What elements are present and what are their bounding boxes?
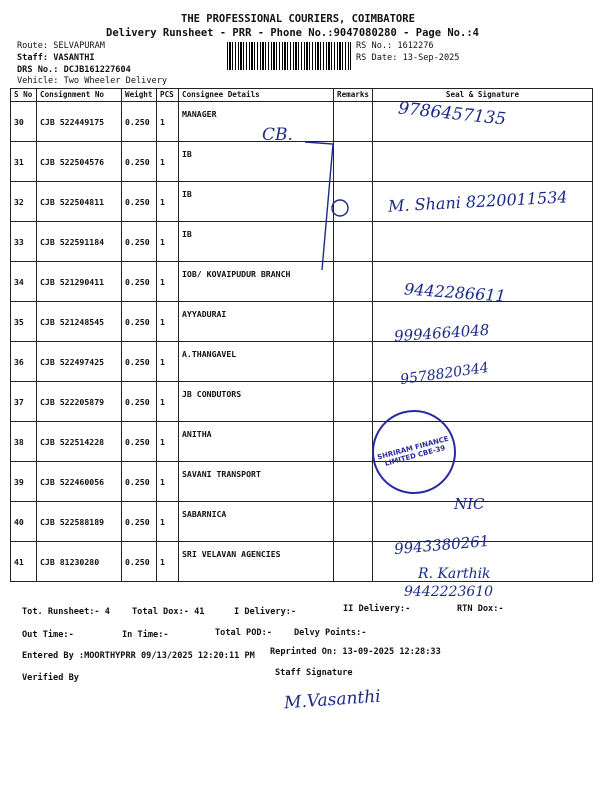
entered-by: Entered By :MOORTHYPRR 09/13/2025 12:20:11 PM: [22, 651, 255, 661]
rs-date: RS Date: 13-Sep-2025: [356, 53, 460, 63]
barcode: [227, 42, 351, 70]
cell-sno: 32: [11, 182, 37, 222]
cell-sno: 36: [11, 342, 37, 382]
cell-wt: 0.250: [122, 302, 157, 342]
bracket-line: [300, 140, 360, 280]
col-consignment: Consignment No: [37, 89, 122, 102]
cell-remarks: [334, 502, 373, 542]
cell-wt: 0.250: [122, 342, 157, 382]
cell-remarks: [334, 342, 373, 382]
cell-cn: CJB 522449175: [37, 102, 122, 142]
cell-pcs: 1: [157, 222, 179, 262]
table-header: [11, 89, 593, 102]
cell-sno: 30: [11, 102, 37, 142]
cell-pcs: 1: [157, 182, 179, 222]
company-title: THE PROFESSIONAL COURIERS, COIMBATORE: [181, 13, 415, 25]
cell-wt: 0.250: [122, 222, 157, 262]
table-row: [11, 502, 593, 542]
cell-sign: [373, 222, 593, 262]
cell-sno: 41: [11, 542, 37, 582]
cell-sign: [373, 142, 593, 182]
cell-sno: 33: [11, 222, 37, 262]
cell-sno: 35: [11, 302, 37, 342]
table-row: [11, 542, 593, 582]
in-time: In Time:-: [122, 630, 169, 640]
cell-consignee: SRI VELAVAN AGENCIES: [179, 542, 334, 582]
cell-cn: CJB 522460056: [37, 462, 122, 502]
cell-cn: CJB 522205879: [37, 382, 122, 422]
cell-cn: CJB 522588189: [37, 502, 122, 542]
cell-consignee: A.THANGAVEL: [179, 342, 334, 382]
rtn-dox: RTN Dox:-: [457, 604, 504, 614]
cell-pcs: 1: [157, 102, 179, 142]
handwriting-41b: 9442223610: [404, 584, 494, 600]
col-weight: Weight: [122, 89, 157, 102]
cell-remarks: [334, 462, 373, 502]
verified-by: Verified By: [22, 673, 79, 683]
cell-wt: 0.250: [122, 142, 157, 182]
cell-consignee: AYYADURAI: [179, 302, 334, 342]
cell-consignee: IB: [179, 182, 334, 222]
cell-remarks: [334, 422, 373, 462]
cell-consignee: ANITHA: [179, 422, 334, 462]
handwriting-36: 9578820344: [399, 359, 490, 389]
cell-consignee: SAVANI TRANSPORT: [179, 462, 334, 502]
cell-pcs: 1: [157, 462, 179, 502]
i-delivery: I Delivery:-: [234, 607, 297, 617]
cell-wt: 0.250: [122, 462, 157, 502]
staff-signature: M.Vasanthi: [283, 686, 382, 714]
handwriting-35: 9994664048: [393, 320, 490, 346]
cell-cn: CJB 522497425: [37, 342, 122, 382]
cell-sno: 40: [11, 502, 37, 542]
stamp-text: SHRIRAM FINANCE LIMITED CBE-39: [376, 434, 450, 468]
cell-cn: CJB 522514228: [37, 422, 122, 462]
handwriting-nic: NIC: [454, 495, 485, 513]
ii-delivery: II Delivery:-: [343, 604, 411, 614]
col-sno: S No: [11, 89, 37, 102]
cell-wt: 0.250: [122, 422, 157, 462]
reprinted-on: Reprinted On: 13-09-2025 12:28:33: [270, 647, 441, 657]
col-seal: Seal & Signature: [373, 89, 593, 102]
total-dox: Total Dox:- 41: [132, 607, 205, 617]
cell-cn: CJB 522591184: [37, 222, 122, 262]
cell-remarks: [334, 302, 373, 342]
cell-cn: CJB 81230280: [37, 542, 122, 582]
cell-wt: 0.250: [122, 262, 157, 302]
cell-cn: CJB 521248545: [37, 302, 122, 342]
cell-pcs: 1: [157, 502, 179, 542]
cell-consignee: SABARNICA: [179, 502, 334, 542]
out-time: Out Time:-: [22, 630, 74, 640]
handwriting-cb: CB.: [262, 125, 293, 145]
cell-wt: 0.250: [122, 102, 157, 142]
handwriting-32: M. Shani 8220011534: [387, 187, 569, 216]
drs-label: DRS No.: DCJB161227604: [17, 65, 131, 75]
table-row: [11, 342, 593, 382]
cell-pcs: 1: [157, 382, 179, 422]
runsheet-subtitle: Delivery Runsheet - PRR - Phone No.:9047080280 - Page No.:4: [106, 27, 479, 39]
cell-remarks: [334, 102, 373, 142]
route-label: Route: SELVAPURAM: [17, 41, 105, 51]
col-pcs: PCS: [157, 89, 179, 102]
cell-pcs: 1: [157, 262, 179, 302]
cell-remarks: [334, 542, 373, 582]
cell-pcs: 1: [157, 542, 179, 582]
cell-cn: CJB 522504811: [37, 182, 122, 222]
cell-pcs: 1: [157, 142, 179, 182]
cell-sno: 38: [11, 422, 37, 462]
table-row: [11, 302, 593, 342]
cell-consignee: IB: [179, 142, 334, 182]
handwriting-40: 9943380261: [393, 531, 491, 559]
total-pod: Total POD:-: [215, 628, 272, 638]
table-row: [11, 422, 593, 462]
cell-wt: 0.250: [122, 382, 157, 422]
cell-consignee: JB CONDUTORS: [179, 382, 334, 422]
cell-cn: CJB 521290411: [37, 262, 122, 302]
cell-pcs: 1: [157, 422, 179, 462]
delvy-points: Delvy Points:-: [294, 628, 367, 638]
cell-consignee: MANAGER: [179, 102, 334, 142]
staff-label: Staff: VASANTHI: [17, 53, 95, 63]
tot-runsheet: Tot. Runsheet:- 4: [22, 607, 110, 617]
cell-sno: 34: [11, 262, 37, 302]
cell-sno: 39: [11, 462, 37, 502]
handwriting-30: 9786457135: [397, 98, 507, 130]
handwriting-41a: R. Karthik: [418, 566, 491, 582]
cell-pcs: 1: [157, 302, 179, 342]
cell-wt: 0.250: [122, 542, 157, 582]
cell-wt: 0.250: [122, 502, 157, 542]
cell-cn: CJB 522504576: [37, 142, 122, 182]
cell-remarks: [334, 382, 373, 422]
cell-pcs: 1: [157, 342, 179, 382]
handwriting-34: 9442286611: [403, 279, 507, 306]
staff-signature-label: Staff Signature: [275, 668, 353, 678]
cell-sno: 37: [11, 382, 37, 422]
cell-wt: 0.250: [122, 182, 157, 222]
cell-sno: 31: [11, 142, 37, 182]
vehicle-label: Vehicle: Two Wheeler Delivery: [17, 76, 168, 86]
col-consignee: Consignee Details: [179, 89, 334, 102]
table-row: [11, 382, 593, 422]
cell-consignee: IOB/ KOVAIPUDUR BRANCH: [179, 262, 334, 302]
rs-no: RS No.: 1612276: [356, 41, 434, 51]
col-remarks: Remarks: [334, 89, 373, 102]
table-row: [11, 462, 593, 502]
cell-consignee: IB: [179, 222, 334, 262]
